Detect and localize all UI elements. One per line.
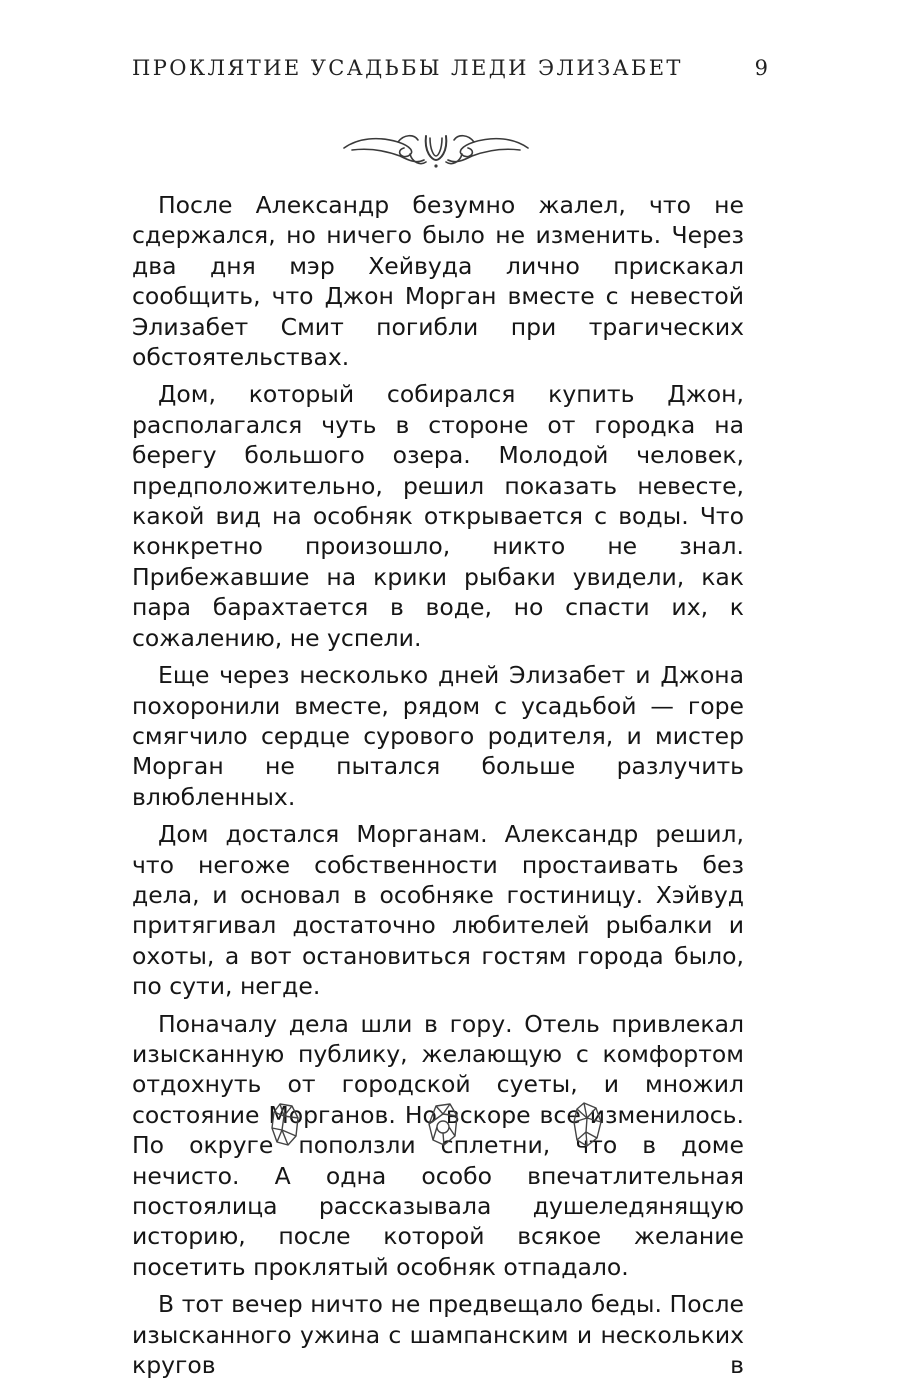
scroll-crescent-ornament-icon bbox=[338, 126, 534, 172]
paragraph: Еще через несколько дней Элизабет и Джона похоронили вместе, рядом с усадьбой — горе смягчило сердце сурового родителя, и мистер Морган не пытался больше разлучить влюбленных. bbox=[132, 661, 744, 811]
paragraph: После Александр безумно жалел, что не сдержался, но ничего было не изменить. Через два дня мэр Хейвуда лично прискакал сообщить, что Джон Морган вместе с невестой Элизабет Смит погибли при трагических обстоятельствах. bbox=[132, 191, 744, 372]
paragraph: Дом достался Морганам. Александр решил, что негоже собственности простаивать без дела, и основал в особняке гостиницу. Хэйвуд притягивал достаточно любителей рыбалки и охоты, а вот остановиться гостям города было, по сути, негде. bbox=[132, 820, 744, 1001]
paragraph: Поначалу дела шли в гору. Отель привлекал изысканную публику, желающую с комфортом отдохнуть от городской суеты, и множил состояние Морганов. Но вскоре все изменилось. По округе поползли сплетни, что в доме нечисто. А одна особо впечатлительная постоялица рассказывала душеледянящую историю, после которой всякое желание посетить проклятый особняк отпадало. bbox=[132, 1009, 744, 1281]
gem-ornament-icon bbox=[570, 1100, 604, 1148]
body-text bbox=[132, 190, 744, 1387]
running-title: ПРОКЛЯТИЕ УСАДЬБЫ ЛЕДИ ЭЛИЗАБЕТ bbox=[132, 56, 683, 80]
bottom-ornaments bbox=[268, 1100, 608, 1150]
gem-ornament-icon bbox=[426, 1100, 460, 1148]
page-number: 9 bbox=[754, 56, 768, 80]
gem-ornament-icon bbox=[268, 1100, 302, 1148]
paragraph: В тот вечер ничто не предвещало беды. После изысканного ужина с шампанским и нескольких кругов в bbox=[132, 1290, 744, 1380]
paragraph: Дом, который собирался купить Джон, располагался чуть в стороне от городка на берегу большого озера. Молодой человек, предположительно, решил показать невесте, какой вид на особняк открывается с воды. Что конкретно произошло, никто не знал. Прибежавшие на крики рыбаки увидели, как пара барахтается в воде, но спасти их, к сожалению, не успели. bbox=[132, 380, 744, 652]
running-header bbox=[132, 52, 768, 86]
